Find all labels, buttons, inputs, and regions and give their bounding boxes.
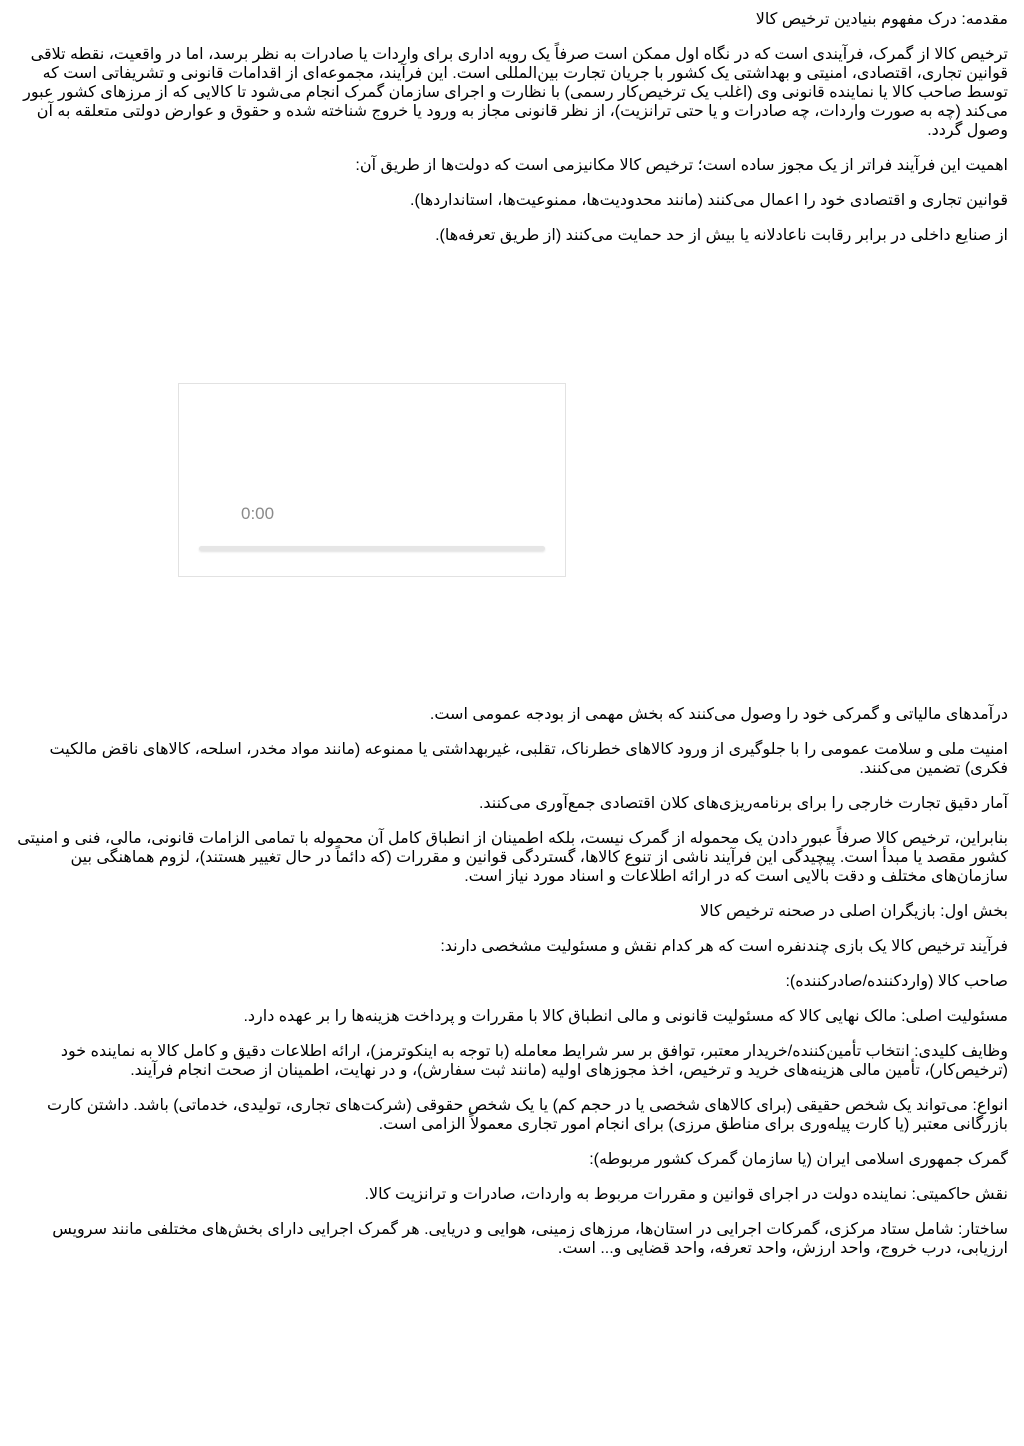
document-body	[8, 8, 1008, 1274]
audio-player[interactable]	[178, 383, 566, 577]
audio-time-display: 0:00	[241, 504, 275, 523]
importance-item-revenue: درآمدهای مالیاتی و گمرکی خود را وصول می‌کنند که بخش مهمی از بودجه عمومی است.	[429, 706, 1008, 723]
owner-responsibility: مسئولیت اصلی: مالک نهایی کالا که مسئولیت قانونی و مالی انطباق کالا با مقررات و پرداخت هزینه‌ها را بر عهده دارد.	[243, 1008, 1008, 1025]
section-one-lead: فرآیند ترخیص کالا یک بازی چندنفره است که هر کدام نقش و مسئولیت مشخصی دارند:	[440, 938, 1008, 955]
intro-paragraph: ترخیص کالا از گمرک، فرآیندی است که در نگاه اول ممکن است صرفاً یک رویه اداری برای واردات یا صادرات به نظر برسد، اما در واقعیت، نقطه تلاقی قوانین تجاری، اقتصادی، امنیتی و بهداشتی یک کشور با جریان تجارت بین‌المللی است. این فرآیند، مجموعه‌ای از اقدامات قانونی و تشریفاتی است که توسط صاحب کالا یا نماینده قانونی وی (اغلب یک ترخیص‌کار رسمی) با نظارت و اجرای سازمان گمرک انجام می‌شود تا کالایی که از مرزهای کشور عبور می‌کند (چه به صورت واردات، چه صادرات و یا حتی ترانزیت)، از نظر قانونی مجاز به ورود یا خروج شناخته شده و حقوق و عوارض دولتی متعلقه به آن وصول گردد.	[23, 46, 1008, 139]
customs-role: نقش حاکمیتی: نماینده دولت در اجرای قوانین و مقررات مربوط به واردات، صادرات و ترانزیت کالا.	[364, 1186, 1008, 1203]
importance-item-industry: از صنایع داخلی در برابر رقابت ناعادلانه یا بیش از حد حمایت می‌کنند (از طریق تعرفه‌ها).	[435, 227, 1008, 244]
actor-owner-heading: صاحب کالا (واردکننده/صادرکننده):	[785, 973, 1008, 990]
importance-lead: اهمیت این فرآیند فراتر از یک مجوز ساده است؛ ترخیص کالا مکانیزمی است که دولت‌ها از طریق آن:	[355, 157, 1008, 174]
audio-progress-track[interactable]	[199, 546, 545, 551]
customs-structure: ساختار: شامل ستاد مرکزی، گمرکات اجرایی در استان‌ها، مرزهای زمینی، هوایی و دریایی. هر گمرک اجرایی دارای بخش‌های مختلفی مانند سرویس ارزیابی، درب خروج، واحد ارزش، واحد تعرفه، واحد قضایی و... است.	[52, 1221, 1008, 1257]
section-one-heading: بخش اول: بازیگران اصلی در صحنه ترخیص کالا	[700, 903, 1008, 920]
intro-heading: مقدمه: درک مفهوم بنیادین ترخیص کالا	[755, 11, 1008, 28]
importance-item-statistics: آمار دقیق تجارت خارجی را برای برنامه‌ریزی‌های کلان اقتصادی جمع‌آوری می‌کنند.	[478, 795, 1008, 812]
owner-types: انواع: می‌تواند یک شخص حقیقی (برای کالاهای شخصی یا در حجم کم) یا یک شخص حقوقی (شرکت‌های تجاری، تولیدی، خدماتی) باشد. داشتن کارت بازرگانی معتبر (یا کارت پیله‌وری برای مناطق مرزی) برای انجام امور تجاری معمولاً الزامی است.	[47, 1097, 1008, 1133]
owner-duties: وظایف کلیدی: انتخاب تأمین‌کننده/خریدار معتبر، توافق بر سر شرایط معامله (با توجه به اینکوترمز)، ارائه اطلاعات دقیق و کامل کالا به نماینده خود (ترخیص‌کار)، تأمین مالی هزینه‌های خرید و ترخیص، اخذ مجوزهای اولیه (مانند ثبت سفارش)، و در نهایت، اطمینان از صحت انجام فرآیند.	[60, 1043, 1008, 1079]
actor-customs-heading: گمرک جمهوری اسلامی ایران (یا سازمان گمرک کشور مربوطه):	[589, 1151, 1008, 1168]
importance-item-security: امنیت ملی و سلامت عمومی را با جلوگیری از ورود کالاهای خطرناک، تقلبی، غیربهداشتی یا ممنوعه (مانند مواد مخدر، اسلحه، کالاهای ناقض مالکیت فکری) تضمین می‌کنند.	[49, 741, 1008, 777]
conclusion-paragraph: بنابراین، ترخیص کالا صرفاً عبور دادن یک محموله از گمرک نیست، بلکه اطمینان از انطباق کامل آن محموله با تمامی الزامات قانونی، مالی، فنی و امنیتی کشور مقصد یا مبدأ است. پیچیدگی این فرآیند ناشی از تنوع کالاها، گستردگی قوانین و مقررات (که دائماً در حال تغییر هستند)، لزوم هماهنگی بین سازمان‌های مختلف و دقت بالایی است که در ارائه اطلاعات و اسناد مورد نیاز است.	[17, 830, 1008, 885]
importance-item-laws: قوانین تجاری و اقتصادی خود را اعمال می‌کنند (مانند محدودیت‌ها، ممنوعیت‌ها، استانداردها).	[410, 192, 1008, 209]
audio-embed	[8, 261, 1008, 689]
